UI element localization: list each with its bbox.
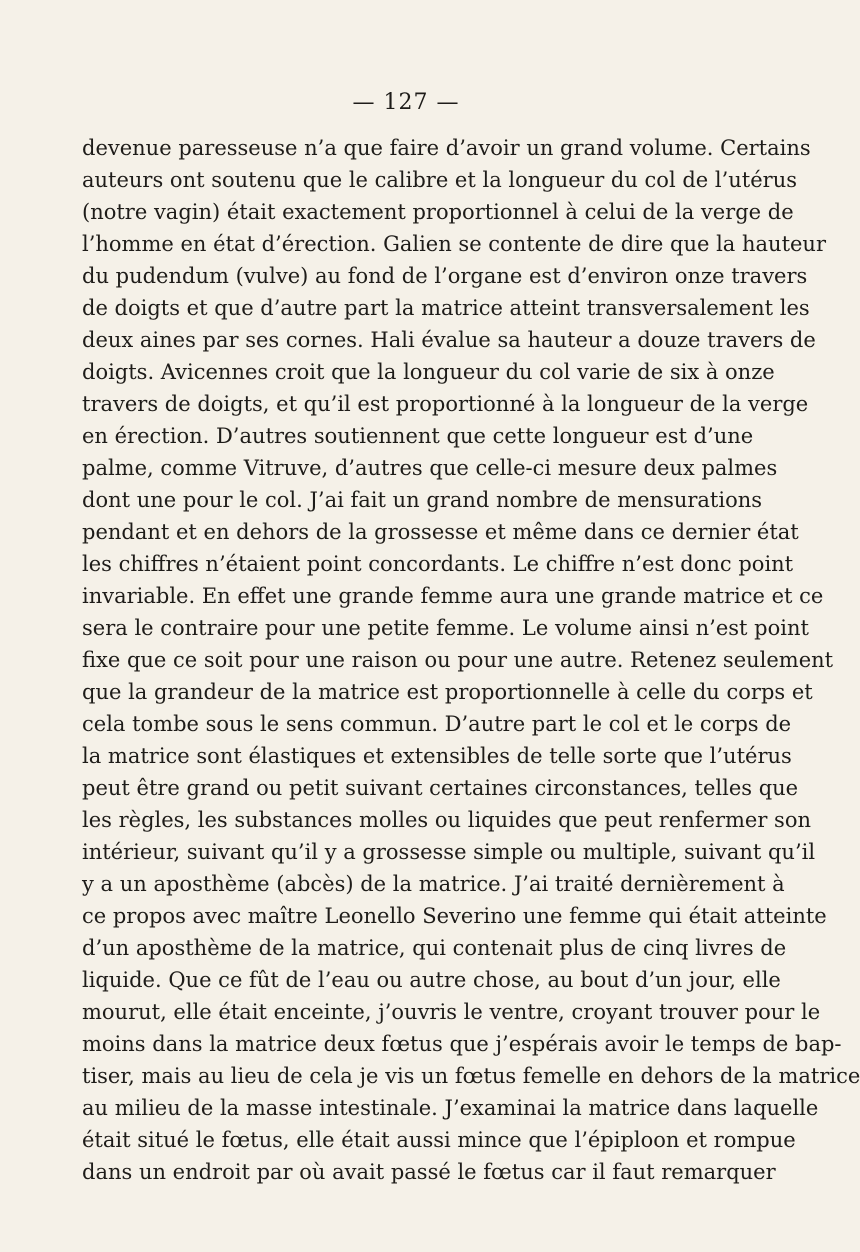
text-line: (notre vagin) était exactement proportionnel à celui de la verge de xyxy=(82,200,794,224)
text-line: l’homme en état d’érection. Galien se contente de dire que la hauteur xyxy=(82,232,826,256)
text-line: sera le contraire pour une petite femme. Le volume ainsi n’est point xyxy=(82,616,809,640)
text-line: du pudendum (vulve) au fond de l’organe est d’environ onze travers xyxy=(82,264,808,288)
text-line: pendant et en dehors de la grossesse et même dans ce dernier état xyxy=(82,520,799,544)
text-line: peut être grand ou petit suivant certaines circonstances, telles que xyxy=(82,776,799,800)
text-line: tiser, mais au lieu de cela je vis un fœtus femelle en dehors de la matrice xyxy=(82,1064,860,1088)
text-line: au milieu de la masse intestinale. J’examinai la matrice dans laquelle xyxy=(82,1096,819,1120)
text-line: les règles, les substances molles ou liquides que peut renfermer son xyxy=(82,808,811,832)
text-line: mourut, elle était enceinte, j’ouvris le ventre, croyant trouver pour le xyxy=(82,1000,821,1024)
text-line: cela tombe sous le sens commun. D’autre part le col et le corps de xyxy=(82,712,792,736)
text-line: était situé le fœtus, elle était aussi mince que l’épiploon et rompue xyxy=(82,1128,796,1152)
page-number: — 127 — xyxy=(352,90,460,115)
text-line: devenue paresseuse n’a que faire d’avoir un grand volume. Certains xyxy=(82,136,811,160)
text-line: dans un endroit par où avait passé le fœtus car il faut remarquer xyxy=(82,1160,776,1184)
body-text xyxy=(82,132,860,1188)
text-line: doigts. Avicennes croit que la longueur du col varie de six à onze xyxy=(82,360,775,384)
text-line: invariable. En effet une grande femme aura une grande matrice et ce xyxy=(82,584,824,608)
text-line: dont une pour le col. J’ai fait un grand nombre de mensurations xyxy=(82,488,763,512)
text-line: de doigts et que d’autre part la matrice atteint transversalement les xyxy=(82,296,810,320)
text-line: auteurs ont soutenu que le calibre et la longueur du col de l’utérus xyxy=(82,168,798,192)
text-line: en érection. D’autres soutiennent que cette longueur est d’une xyxy=(82,424,754,448)
text-line: la matrice sont élastiques et extensibles de telle sorte que l’utérus xyxy=(82,744,792,768)
text-line: deux aines par ses cornes. Hali évalue sa hauteur a douze travers de xyxy=(82,328,816,352)
text-line: palme, comme Vitruve, d’autres que celle-ci mesure deux palmes xyxy=(82,456,778,480)
text-line: ce propos avec maître Leonello Severino une femme qui était atteinte xyxy=(82,904,827,928)
text-line: intérieur, suivant qu’il y a grossesse simple ou multiple, suivant qu’il xyxy=(82,840,816,864)
text-line: travers de doigts, et qu’il est proportionné à la longueur de la verge xyxy=(82,392,809,416)
text-line: moins dans la matrice deux fœtus que j’espérais avoir le temps de bap- xyxy=(82,1032,842,1056)
text-line: y a un aposthème (abcès) de la matrice. J’ai traité dernièrement à xyxy=(82,872,785,896)
text-line: d’un aposthème de la matrice, qui contenait plus de cinq livres de xyxy=(82,936,787,960)
text-line: liquide. Que ce fût de l’eau ou autre chose, au bout d’un jour, elle xyxy=(82,968,781,992)
text-line: les chiffres n’étaient point concordants. Le chiffre n’est donc point xyxy=(82,552,794,576)
text-line: que la grandeur de la matrice est proportionnelle à celle du corps et xyxy=(82,680,813,704)
text-line: fixe que ce soit pour une raison ou pour une autre. Retenez seulement xyxy=(82,648,834,672)
